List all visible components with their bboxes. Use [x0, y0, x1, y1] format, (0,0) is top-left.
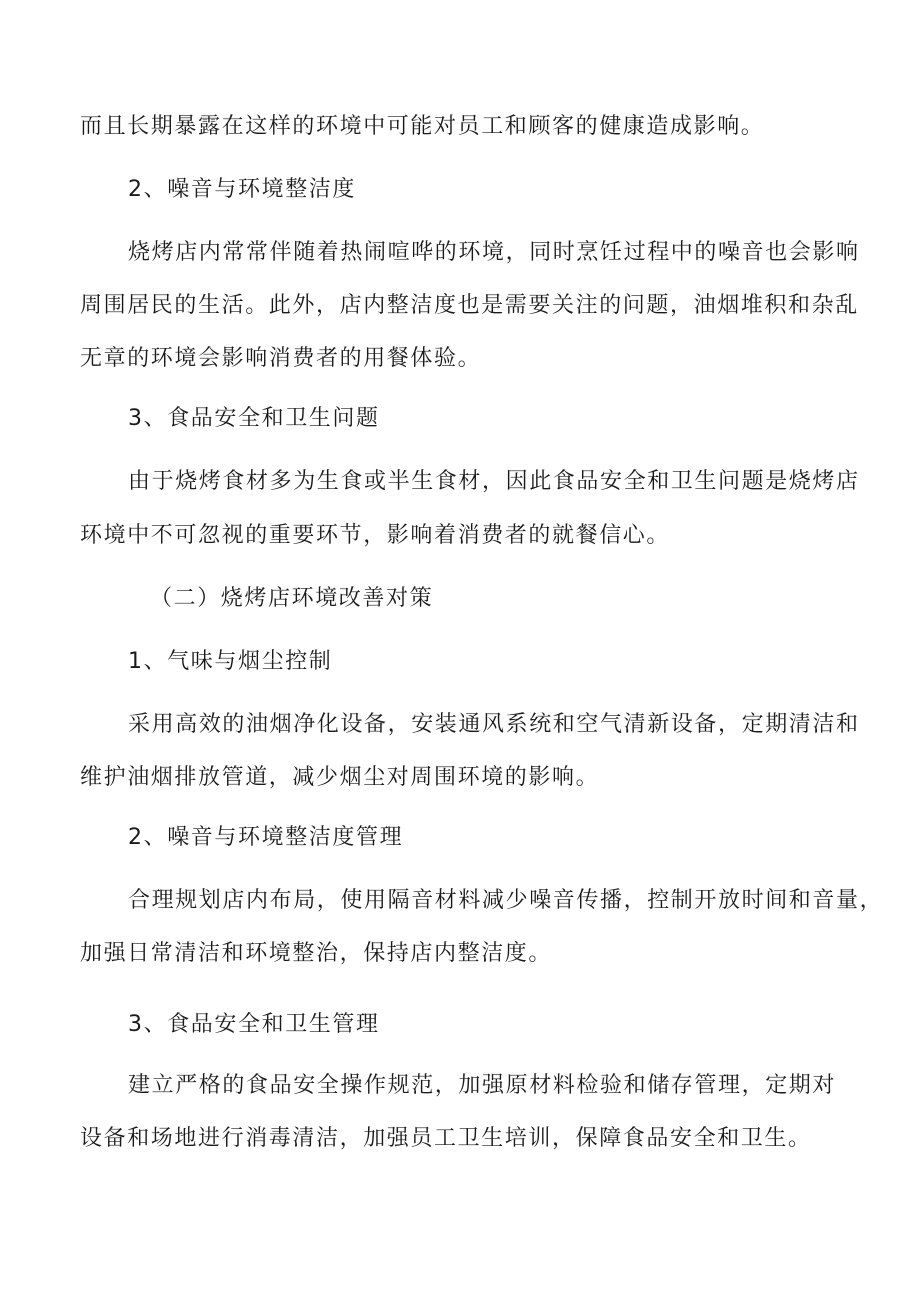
paragraph-line: 而且长期暴露在这样的环境中可能对员工和顾客的健康造成影响。 [80, 114, 765, 139]
chapter-subheading: （二）烧烤店环境改善对策 [150, 586, 434, 611]
section-heading: 3、食品安全和卫生问题 [128, 406, 380, 431]
paragraph-line: 烧烤店内常常伴随着热闹喧哗的环境，同时烹饪过程中的噪音也会影响 [128, 240, 860, 265]
paragraph-line: 环境中不可忽视的重要环节，影响着消费者的就餐信心。 [80, 523, 671, 548]
paragraph-line: 设备和场地进行消毒清洁，加强员工卫生培训，保障食品安全和卫生。 [80, 1126, 812, 1151]
section-heading: 2、噪音与环境整洁度管理 [128, 825, 404, 850]
section-heading: 3、食品安全和卫生管理 [128, 1012, 380, 1037]
paragraph-line: 建立严格的食品安全操作规范，加强原材料检验和储存管理，定期对 [128, 1073, 837, 1098]
paragraph-line: 合理规划店内布局，使用隔音材料减少噪音传播，控制开放时间和音量， [128, 888, 884, 913]
paragraph-line: 维护油烟排放管道，减少烟尘对周围环境的影响。 [80, 765, 600, 790]
paragraph-line: 采用高效的油烟净化设备，安装通风系统和空气清新设备，定期清洁和 [128, 712, 860, 737]
paragraph-line: 加强日常清洁和环境整治，保持店内整洁度。 [80, 941, 553, 966]
paragraph-line: 无章的环境会影响消费者的用餐体验。 [80, 346, 482, 371]
paragraph-line: 周围居民的生活。此外，店内整洁度也是需要关注的问题，油烟堆积和杂乱 [80, 293, 859, 318]
section-heading: 2、噪音与环境整洁度 [128, 177, 356, 202]
section-heading: 1、气味与烟尘控制 [128, 649, 333, 674]
paragraph-line: 由于烧烤食材多为生食或半生食材，因此食品安全和卫生问题是烧烤店 [128, 469, 860, 494]
